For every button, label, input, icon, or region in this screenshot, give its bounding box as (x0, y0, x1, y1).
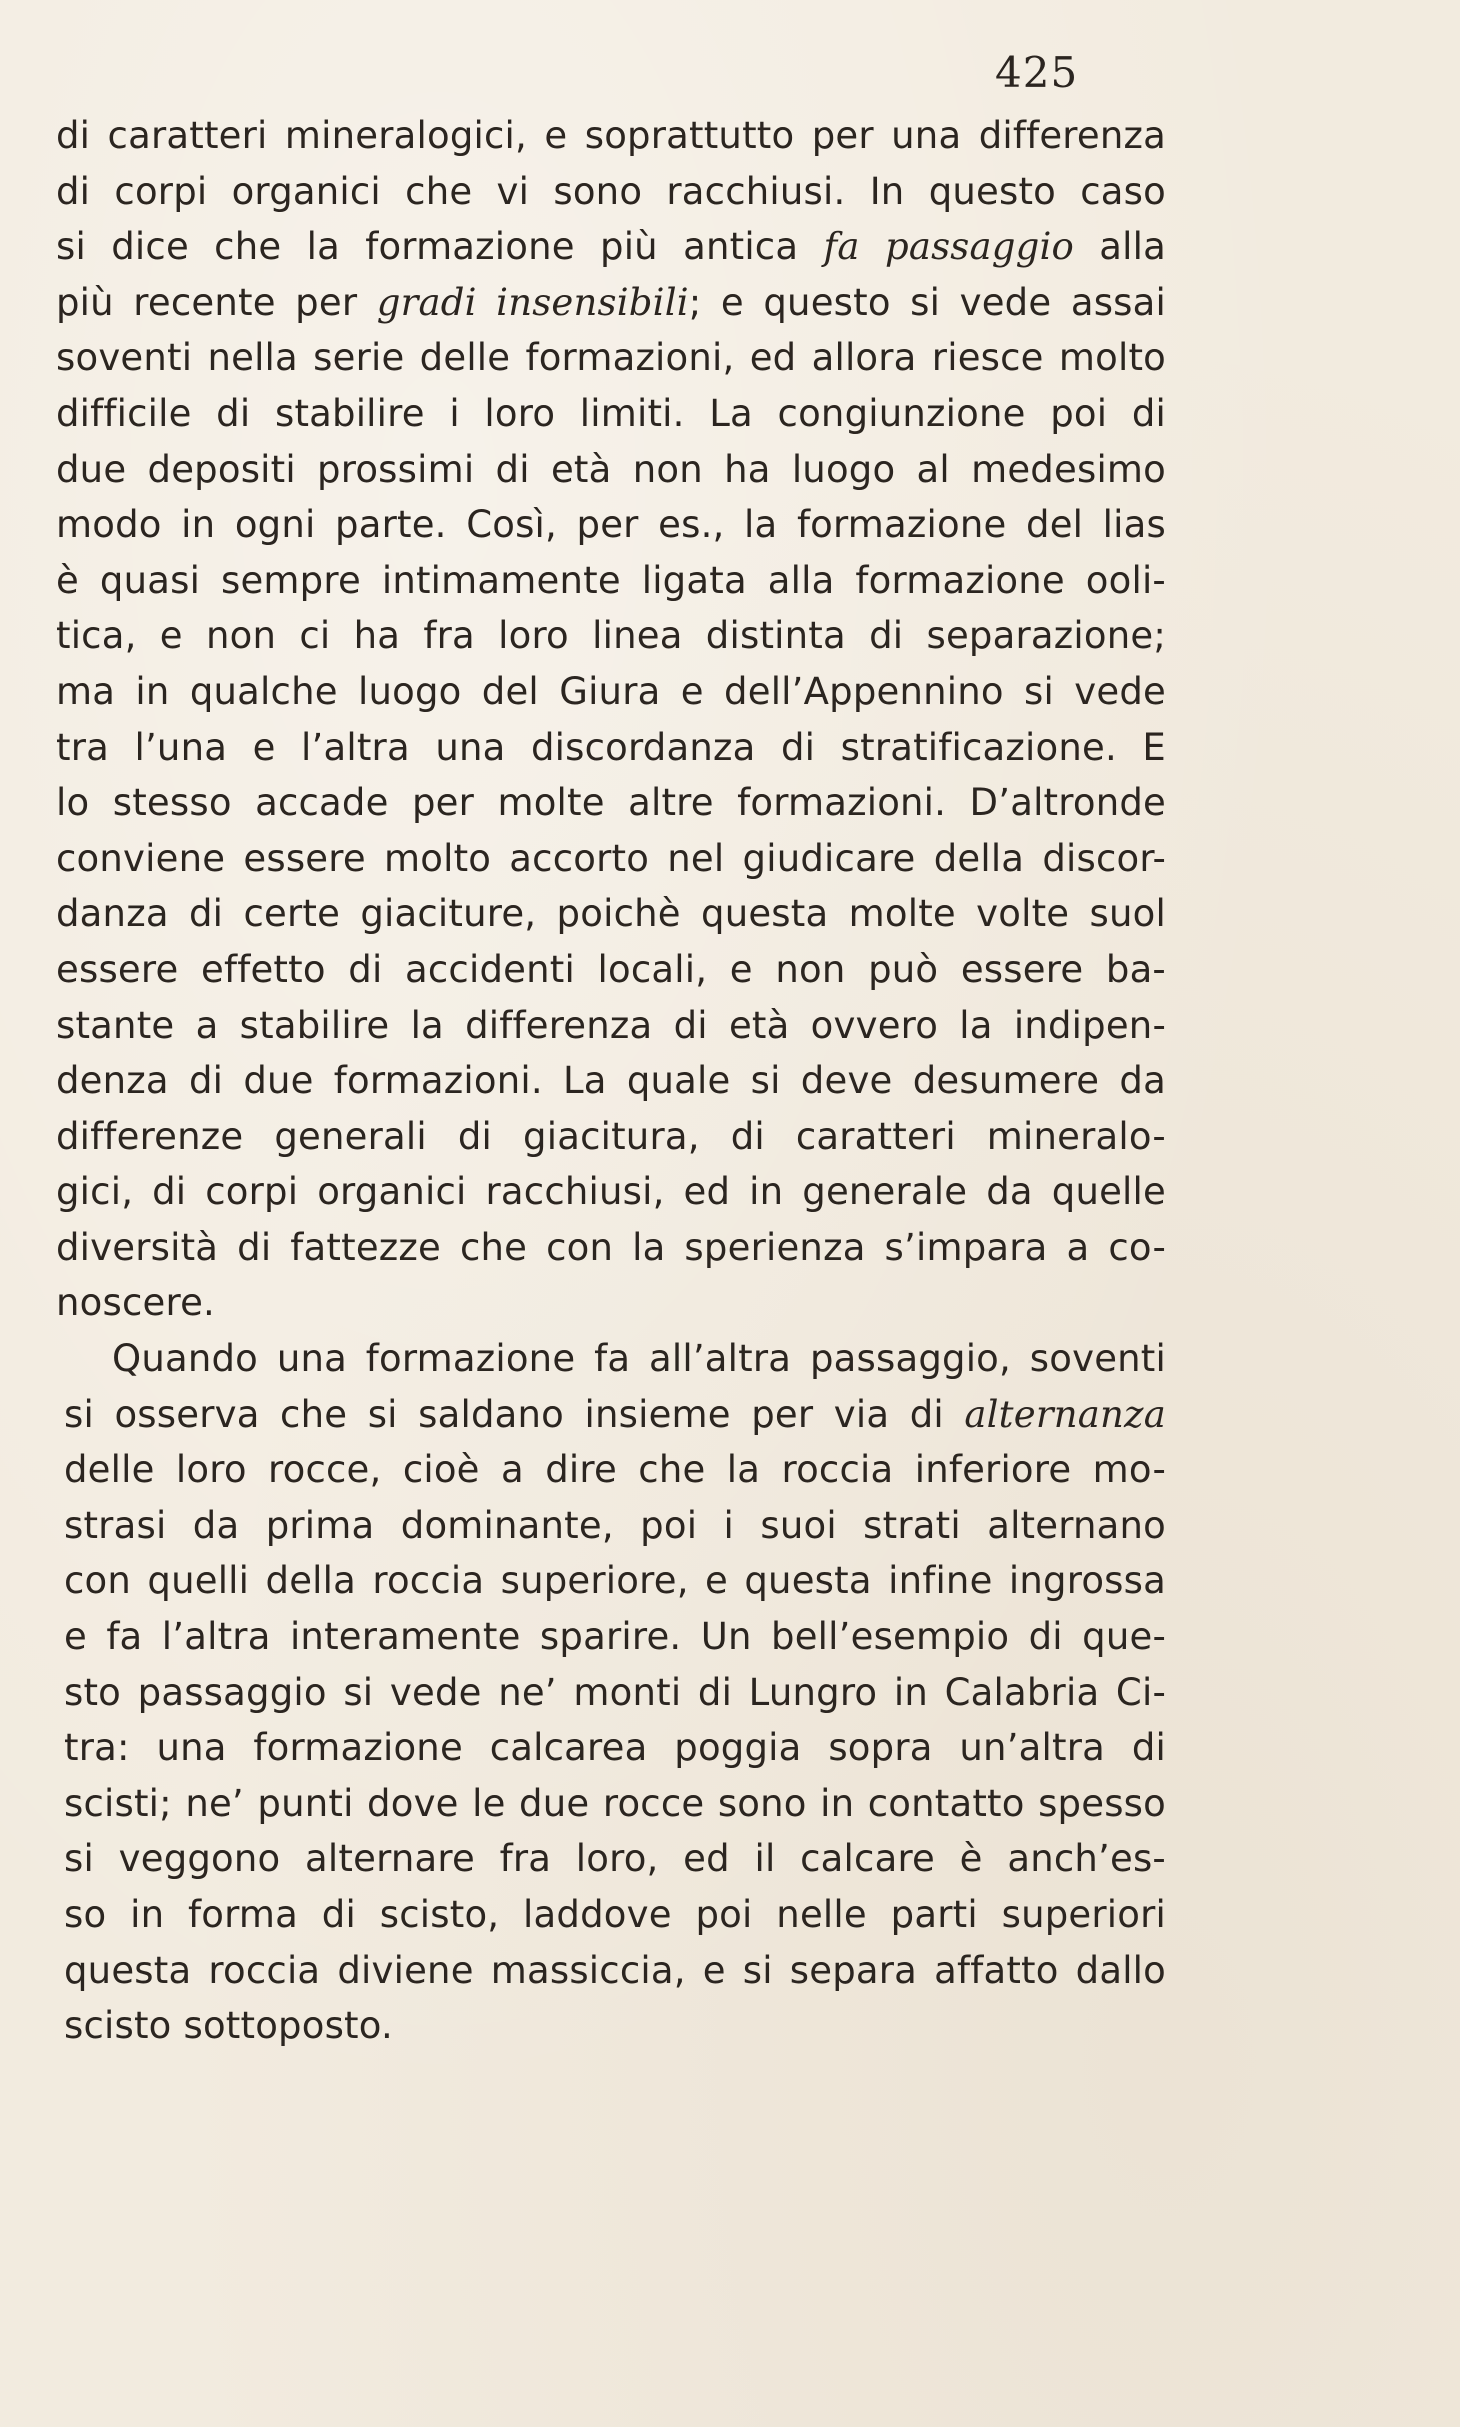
text-segment: scisto sottoposto. (64, 2004, 393, 2048)
text-line (56, 219, 1166, 275)
text-line (56, 275, 1166, 331)
text-line (56, 1109, 1166, 1165)
text-segment: soventi nella serie delle formazioni, ed allora riesce molto (56, 336, 1166, 380)
text-segment: difficile di stabilire i loro limiti. La congiunzione poi di (56, 391, 1166, 435)
text-segment: tra l’una e l’altra una discordanza di stratificazione. E (56, 725, 1166, 769)
text-line (56, 386, 1166, 442)
text-line (56, 108, 1166, 164)
text-segment: essere effetto di accidenti locali, e non può essere ba- (56, 947, 1166, 991)
body-text (56, 108, 1166, 2054)
italic-text: fa passaggio (823, 225, 1075, 269)
text-segment: con quelli della roccia superiore, e questa infine ingrossa (64, 1559, 1166, 1603)
text-line (64, 1442, 1166, 1498)
text-segment: gici, di corpi organici racchiusi, ed in generale da quelle (56, 1170, 1166, 1214)
text-line (56, 442, 1166, 498)
text-line (64, 1609, 1166, 1665)
text-line (56, 608, 1166, 664)
text-segment: tica, e non ci ha fra loro linea distinta di separazione; (56, 614, 1166, 658)
text-line (64, 1665, 1166, 1721)
text-segment: scisti; ne’ punti dove le due rocce sono in contatto spesso (64, 1781, 1166, 1825)
text-line (56, 775, 1166, 831)
text-line (64, 1776, 1166, 1832)
text-line (64, 1831, 1166, 1887)
text-line (56, 1220, 1166, 1276)
text-segment: denza di due formazioni. La quale si deve desumere da (56, 1059, 1166, 1103)
text-line (64, 1498, 1166, 1554)
text-segment: tra: una formazione calcarea poggia sopra un’altra di (64, 1726, 1166, 1770)
text-line (56, 553, 1166, 609)
text-line (56, 998, 1166, 1054)
text-line (56, 330, 1166, 386)
text-line (56, 942, 1166, 998)
text-segment: delle loro rocce, cioè a dire che la roccia inferiore mo- (64, 1448, 1166, 1492)
text-segment: diversità di fattezze che con la sperienza s’impara a co- (56, 1225, 1166, 1269)
text-line (64, 1553, 1166, 1609)
text-line (56, 720, 1166, 776)
text-segment: noscere. (56, 1281, 215, 1325)
text-line (64, 1943, 1166, 1999)
text-line (56, 497, 1166, 553)
text-segment: modo in ogni parte. Così, per es., la formazione del lias (56, 503, 1166, 547)
text-line (56, 664, 1166, 720)
text-segment: ma in qualche luogo del Giura e dell’Appennino si vede (56, 669, 1166, 713)
text-line (64, 1331, 1166, 1387)
text-segment: e fa l’altra interamente sparire. Un bell’esempio di que- (64, 1615, 1166, 1659)
text-segment: strasi da prima dominante, poi i suoi strati alternano (64, 1503, 1166, 1547)
text-segment: ; e questo si vede assai (688, 280, 1166, 324)
text-segment: danza di certe giaciture, poichè questa molte volte suol (56, 892, 1166, 936)
paragraph (56, 108, 1166, 1331)
text-segment: di corpi organici che vi sono racchiusi. In questo caso (56, 169, 1166, 213)
paragraph (64, 1331, 1166, 2054)
text-segment: sto passaggio si vede ne’ monti di Lungro in Calabria Ci- (64, 1670, 1166, 1714)
text-segment: si dice che la formazione più antica (56, 225, 824, 269)
italic-text: gradi insensibili (376, 280, 689, 324)
text-segment: conviene essere molto accorto nel giudicare della discor- (56, 836, 1166, 880)
text-segment: questa roccia diviene massiccia, e si separa affatto dallo (64, 1948, 1166, 1992)
text-segment: alla (1074, 225, 1166, 269)
text-segment: è quasi sempre intimamente ligata alla formazione ooli- (56, 558, 1166, 602)
text-line (56, 1164, 1166, 1220)
text-line (56, 886, 1166, 942)
italic-text: alternanza (964, 1392, 1166, 1436)
text-segment: si veggono alternare fra loro, ed il calcare è anch’es- (64, 1837, 1166, 1881)
text-segment: Quando una formazione fa all’altra passaggio, soventi (112, 1337, 1166, 1381)
page-number: 425 (995, 48, 1079, 97)
text-line (56, 1053, 1166, 1109)
text-line (64, 1998, 1166, 2054)
text-line (64, 1387, 1166, 1443)
text-line (56, 164, 1166, 220)
text-segment: lo stesso accade per molte altre formazioni. D’altronde (56, 781, 1166, 825)
text-segment: più recente per (56, 280, 377, 324)
text-segment: so in forma di scisto, laddove poi nelle parti superiori (64, 1893, 1166, 1936)
text-segment: differenze generali di giacitura, di caratteri mineralo- (56, 1114, 1166, 1158)
text-line (64, 1720, 1166, 1776)
text-line (56, 1275, 1166, 1331)
text-segment: si osserva che si saldano insieme per via di (64, 1392, 965, 1436)
text-line (64, 1887, 1166, 1943)
text-segment: di caratteri mineralogici, e soprattutto per una differenza (56, 114, 1166, 157)
text-segment: stante a stabilire la differenza di età ovvero la indipen- (56, 1003, 1166, 1047)
text-segment: due depositi prossimi di età non ha luogo al medesimo (56, 447, 1166, 491)
text-line (56, 831, 1166, 887)
